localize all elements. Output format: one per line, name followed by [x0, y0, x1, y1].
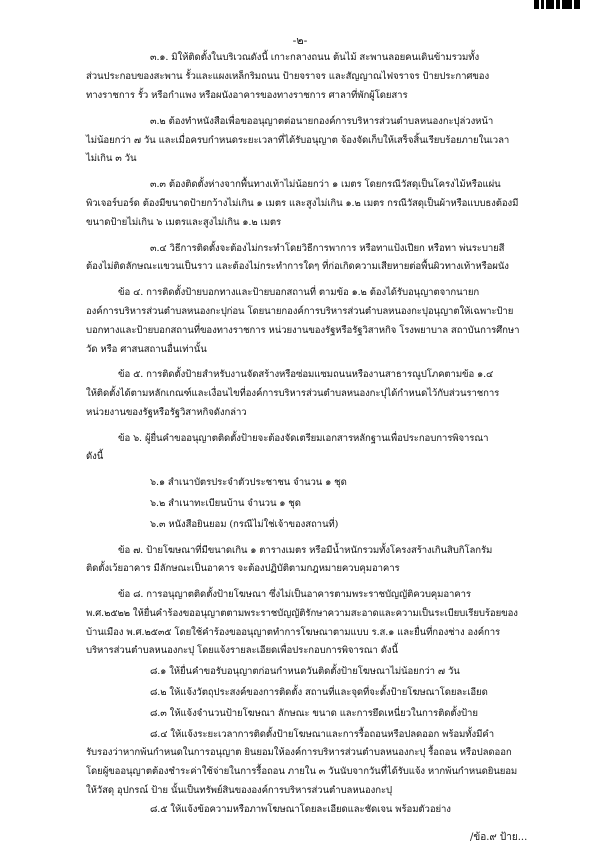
text-line: ๖.๑ สำเนาบัตรประจำตัวประชาชน จำนวน ๑ ชุด: [150, 477, 347, 489]
text-line: ทางราชการ รั้ว หรือกำแพง หรือผนังอาคารของทางราชการ ศาลาที่พักผู้โดยสาร: [86, 90, 408, 102]
text-line: ข้อ ๗. ป้ายโฆษณาที่มีขนาดเกิน ๑ ตารางเมตร หรือมีน้ำหนักรวมทั้งโครงสร้างเกินสิบกิโลกรัม: [118, 544, 493, 556]
text-line: พ.ศ.๒๕๒๒ ให้ยื่นคำร้องขออนุญาตตามพระราชบัญญัติรักษาความสะอาดและความเป็นระเบียบเรียบร้อยของ: [86, 607, 518, 619]
text-line: บริหารส่วนตำบลหนองกะปุ โดยแจ้งรายละเอียดเพื่อประกอบการพิจารณา ดังนี้: [86, 645, 398, 657]
text-line: องค์การบริหารส่วนตำบลหนองกะปุก่อน โดยนายกองค์การบริหารส่วนตำบลหนองกะปุอนุญาตให้เฉพาะป้าย: [86, 305, 514, 317]
text-line: ๓.๓ ต้องติดตั้งห่างจากพื้นทางเท้าไม่น้อยกว่า ๑ เมตร โดยกรณีวัสดุเป็นโครงไม้หรือแผ่น: [150, 179, 501, 191]
text-line: ข้อ ๕. การติดตั้งป้ายสำหรับงานจัดสร้างหรือซ่อมแซมถนนหรืองานสาธารณูปโภคตามข้อ ๑.๔: [118, 369, 494, 381]
text-line: ให้ติดตั้งได้ตามหลักเกณฑ์และเงื่อนไขที่องค์การบริหารส่วนตำบลหนองกะปุได้กำหนดไว้กับส่วนราชการ: [86, 388, 500, 400]
text-line: ๓.๑. มิให้ติดตั้งในบริเวณดังนี้ เกาะกลางถนน ต้นไม้ สะพานลอยคนเดินข้ามรวมทั้ง: [150, 52, 480, 64]
text-line: หน่วยงานของรัฐหรือรัฐวิสาหกิจดังกล่าว: [86, 406, 247, 418]
scan-corner-marks: [534, 0, 592, 9]
continuation-note: /ข้อ.๙ ป้าย...: [470, 832, 528, 843]
text-line: ส่วนประกอบของสะพาน รั้วและแผงเหล็กริมถนน ป้ายจราจร และสัญญาณไฟจราจร ป้ายประกาศของ: [86, 71, 490, 83]
text-line: ๖.๒ สำเนาทะเบียนบ้าน จำนวน ๑ ชุด: [150, 497, 301, 509]
text-line: บ้านเมือง พ.ศ.๒๕๓๕ โดยใช้คำร้องขออนุญาตทำการโฆษณาตามแบบ ร.ส.๑ และยื่นที่กองช่าง องค์การ: [86, 626, 501, 638]
text-line: ข้อ ๔. การติดตั้งป้ายบอกทางและป้ายบอกสถานที่ ตามข้อ ๑.๒ ต้องได้รับอนุญาตจากนายก: [118, 287, 480, 299]
text-line: ๓.๒ ต้องทำหนังสือเพื่อขออนุญาตต่อนายกองค์การบริหารส่วนตำบลหนองกะปุล่วงหน้า: [150, 115, 494, 127]
text-line: ๘.๕ ให้แจ้งข้อความหรือภาพโฆษณาโดยละเอียดและชัดเจน พร้อมตัวอย่าง: [150, 803, 451, 815]
text-line: ๖.๓ หนังสือยินยอม (กรณีไม่ใช่เจ้าของสถานที่): [150, 518, 339, 530]
text-line: วัด หรือ ศาสนสถานอื่นเท่านั้น: [86, 343, 207, 355]
text-line: ๘.๑ ให้ยื่นคำขอรับอนุญาตก่อนกำหนดวันติดตั้งป้ายโฆษณาไม่น้อยกว่า ๗ วัน: [150, 666, 460, 678]
text-line: ๓.๔ วิธีการติดตั้งจะต้องไม่กระทำโดยวิธีการพาการ หรือทาแป้งเปียก หรือทา พ่นระบายสี: [150, 242, 505, 254]
text-line: พิวเจอร์บอร์ด ต้องมีขนาดป้ายกว้างไม่เกิน ๑ เมตร และสูงไม่เกิน ๑.๒ เมตร กรณีวัสดุเป็นผ้าหรือแบบธงต้องมี: [86, 198, 519, 209]
text-line: ข้อ ๘. การอนุญาตติดตั้งป้ายโฆษณา ซึ่งไม่เป็นอาคารตามพระราชบัญญัติควบคุมอาคาร: [118, 589, 471, 601]
text-line: ๘.๔ ให้แจ้งระยะเวลาการติดตั้งป้ายโฆษณาและการรื้อถอนหรือปลดออก พร้อมทั้งมีคำ: [150, 728, 495, 740]
text-line: โดยผู้ขออนุญาตต้องชำระค่าใช้จ่ายในการรื้อถอน ภายใน ๓ วันนับจากวันที่ได้รับแจ้ง หากพ้นกำหนดยินยอม: [86, 766, 518, 778]
text-line: ต้องไม่ติดลักษณะแขวนเป็นราว และต้องไม่กระทำการใดๆ ที่ก่อเกิดความเสียหายต่อพื้นผิวทางเท้าหรือผนัง: [86, 261, 509, 273]
text-line: ไม่เกิน ๓ วัน: [86, 153, 137, 165]
text-line: ติดตั้งเว้ยอาคาร มีลักษณะเป็นอาคาร จะต้องปฏิบัติตามกฎหมายควบคุมอาคาร: [86, 563, 400, 575]
text-line: ข้อ ๖. ผู้ยื่นคำขออนุญาตติดตั้งป้ายจะต้องจัดเตรียมเอกสารหลักฐานเพื่อประกอบการพิจารณา: [118, 432, 489, 444]
page-number: -๒-: [292, 34, 308, 47]
text-line: ขนาดป้ายไม่เกิน ๖ เมตรและสูงไม่เกิน ๑.๒ เมตร: [86, 216, 282, 228]
text-line: ไม่น้อยกว่า ๗ วัน และเมื่อครบกำหนดระยะเวลาที่ได้รับอนุญาต จ้องจัดเก็บให้เสร็จสิ้นเรียบร้อยภายในเวลา: [86, 134, 510, 146]
text-line: ๘.๒ ให้แจ้งวัตถุประสงค์ของการติดตั้ง สถานที่และจุดที่จะตั้งป้ายโฆษณาโดยละเอียด: [150, 687, 488, 699]
text-line: ให้วัสดุ อุปกรณ์ ป้าย นั้นเป็นทรัพย์สินขององค์การบริหารส่วนตำบลหนองกะปุ: [86, 785, 393, 797]
text-line: ดังนี้: [86, 451, 104, 463]
text-line: รับรองว่าหากพ้นกำหนดในการอนุญาต ยินยอมให้องค์การบริหารส่วนตำบลหนองกะปุ รื้อถอน หรือปลดออก: [86, 747, 512, 759]
text-line: ๘.๓ ให้แจ้งจำนวนป้ายโฆษณา ลักษณะ ขนาด และการยึดเหนี่ยวในการติดตั้งป้าย: [150, 707, 478, 719]
text-line: บอกทางและป้ายบอกสถานที่ของทางราชการ หน่วยงานของรัฐหรือรัฐวิสาหกิจ โรงพยาบาล สถาบันการศึกษา: [86, 324, 520, 336]
